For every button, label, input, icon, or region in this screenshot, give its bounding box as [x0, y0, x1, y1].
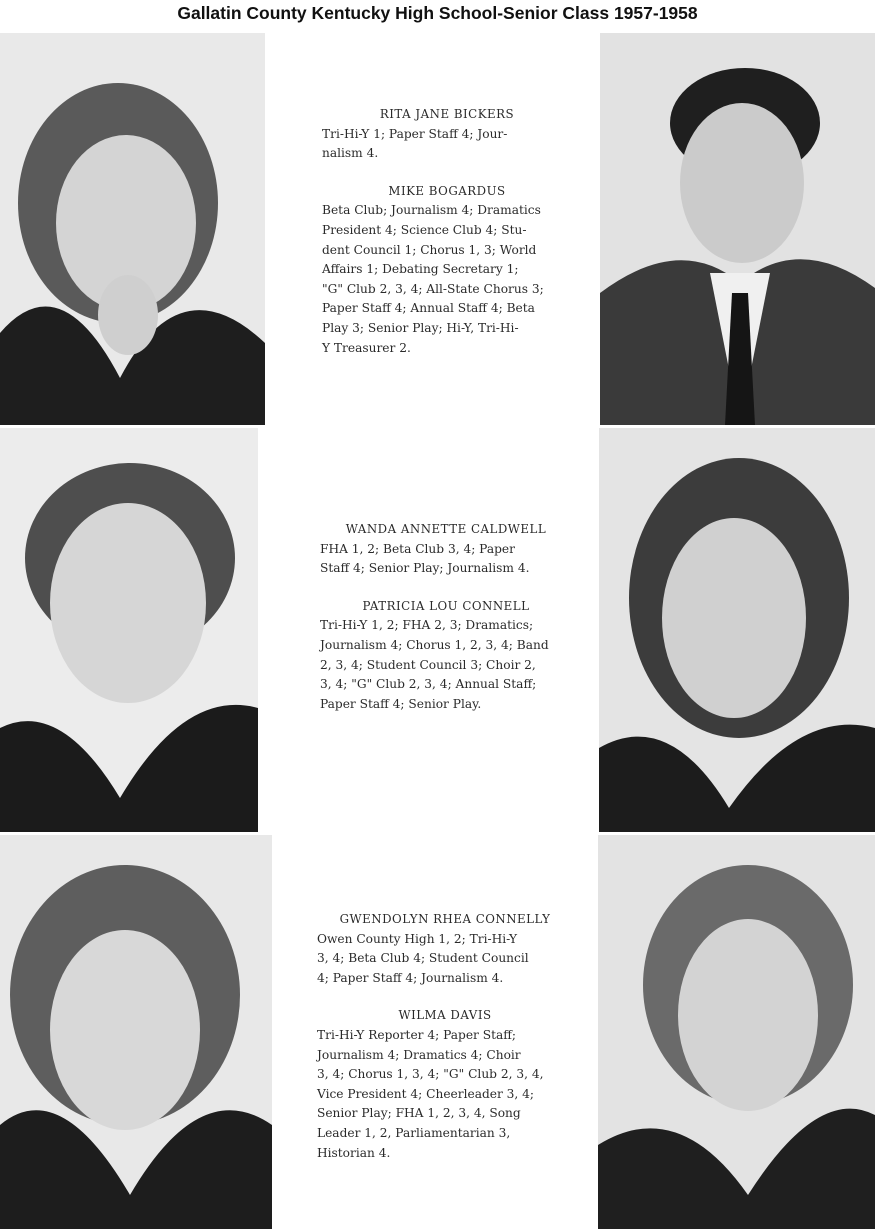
bio-patricia-lou-connell — [320, 597, 572, 715]
student-name: WANDA ANNETTE CALDWELL — [345, 522, 547, 536]
bio-gwendolyn-rhea-connelly — [317, 910, 573, 988]
portrait-photo-mike-bogardus — [600, 33, 875, 425]
student-name: GWENDOLYN RHEA CONNELLY — [339, 912, 551, 926]
bio-group-row-1 — [322, 105, 572, 376]
portrait-photo-wanda-annette-caldwell — [0, 428, 258, 832]
student-activities: Tri-Hi-Y 1; Paper Staff 4; Jour- nalism 4. — [322, 126, 508, 161]
student-name: MIKE BOGARDUS — [388, 183, 506, 198]
student-name: WILMA DAVIS — [398, 1008, 492, 1023]
bio-group-row-2 — [320, 520, 572, 732]
student-activities: Owen County High 1, 2; Tri-Hi-Y 3, 4; Beta Club 4; Student Council 4; Paper Staff 4; Journalism 4. — [317, 931, 529, 985]
portrait-photo-rita-jane-bickers — [0, 33, 265, 425]
portrait-photo-wilma-davis — [598, 835, 875, 1229]
student-activities: FHA 1, 2; Beta Club 3, 4; Paper Staff 4; Senior Play; Journalism 4. — [320, 541, 530, 576]
student-name: PATRICIA LOU CONNELL — [362, 598, 530, 613]
portrait-photo-patricia-lou-connell — [599, 428, 875, 832]
bio-wanda-annette-caldwell — [320, 520, 572, 579]
student-activities: Tri-Hi-Y Reporter 4; Paper Staff; Journalism 4; Dramatics 4; Choir 3, 4; Chorus 1, 3, 4; "G" Club 2, 3, 4, Vice President 4; Cheerleader 3, 4; Senior Play; FHA 1, 2, 3, 4, Song Leader 1, 2, Parliamentarian 3, Historian 4. — [317, 1027, 544, 1160]
portrait-photo-gwendolyn-rhea-connelly — [0, 835, 272, 1229]
bio-mike-bogardus — [322, 182, 572, 358]
student-activities: Tri-Hi-Y 1, 2; FHA 2, 3; Dramatics; Journalism 4; Chorus 1, 2, 3, 4; Band 2, 3, 4; Student Council 3; Choir 2, 3, 4; "G" Club 2, 3, 4; Annual Staff; Paper Staff 4; Senior Play. — [320, 618, 549, 711]
student-name: RITA JANE BICKERS — [379, 107, 515, 121]
bio-group-row-3 — [317, 910, 573, 1181]
bio-rita-jane-bickers — [322, 105, 572, 164]
page-title: Gallatin County Kentucky High School-Senior Class 1957-1958 — [177, 3, 698, 23]
bio-wilma-davis — [317, 1006, 573, 1163]
student-activities: Beta Club; Journalism 4; Dramatics President 4; Science Club 4; Stu- dent Council 1; Chorus 1, 3; World Affairs 1; Debating Secretary 1; "G" Club 2, 3, 4; All-State Chorus 3; Paper Staff 4; Annual Staff 4; Beta Play 3; Senior Play; Hi-Y, Tri-Hi- Y Treasurer 2. — [322, 203, 544, 355]
